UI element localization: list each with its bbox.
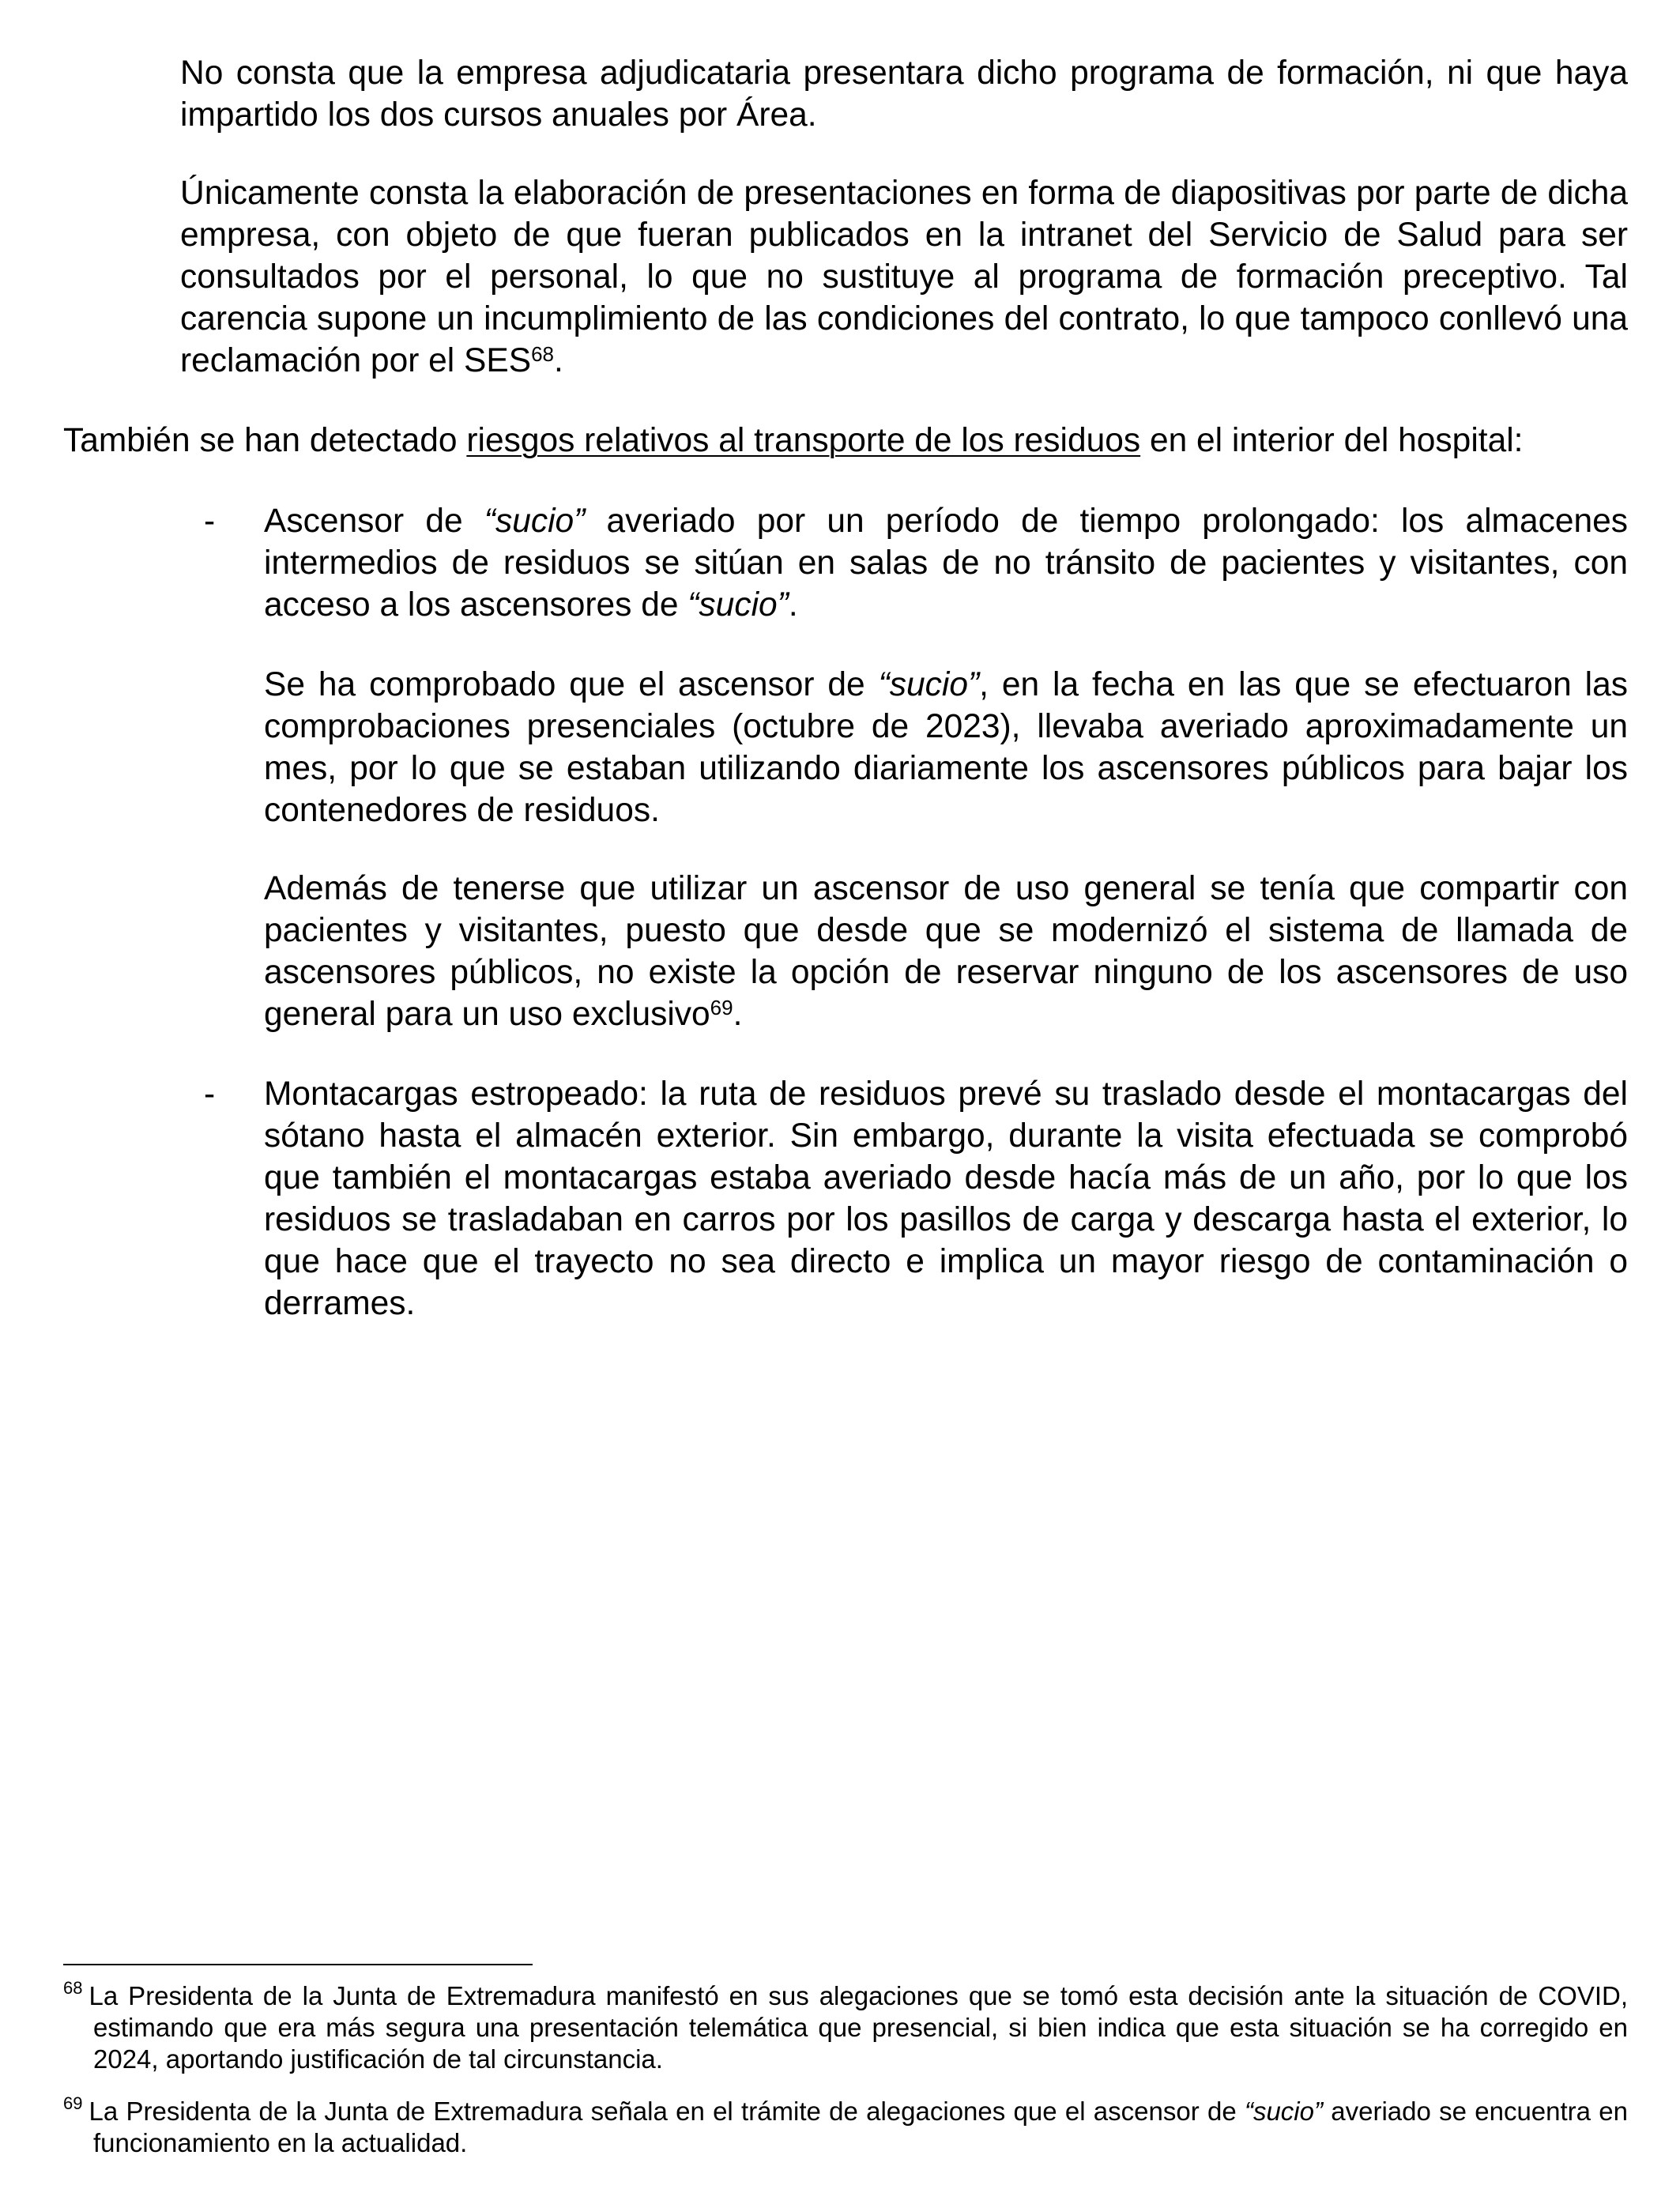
bullet-text-end: . — [788, 586, 798, 624]
footnote-68 — [63, 1980, 1628, 2075]
bullet-text: Se ha comprobado que el ascensor de — [264, 666, 879, 703]
footnote-69 — [63, 2093, 1628, 2159]
bullet-elevator-shared — [264, 868, 1628, 1035]
italic-term: “sucio” — [878, 666, 980, 703]
bullet-dash: - — [204, 503, 216, 540]
bullet-text: , en la fecha en las que se efectuaron las comprobaciones presenciales (octubre de 2023), llevaba averiado aproximadamente un mes, por lo que se estaban utilizando diariamente los ascensores públicos para bajar los contenedores de residuos. — [264, 666, 1628, 829]
footnote-body — [63, 1980, 1628, 2075]
underlined-phrase: riesgos relativos al transporte de los residuos — [466, 422, 1141, 459]
bullet-dash: - — [204, 1076, 216, 1113]
bullet-text: Montacargas estropeado: la ruta de residuos prevé su traslado desde el montacargas del sótano hasta el almacén exterior. Sin embargo, durante la visita efectuada se comprobó que también el montacargas estaba averiado desde hacía más de un año, por lo que los residuos se trasladaban en carros por los pasillos de carga y descarga hasta el exterior, lo que hace que el trayecto no sea directo e implica un mayor riesgo de contaminación o derrames. — [264, 1076, 1628, 1322]
italic-term: “sucio” — [1244, 2097, 1323, 2126]
bullet-elevator-broken — [264, 500, 1628, 626]
bullet-text: Además de tenerse que utilizar un ascensor de uso general se tenía que compartir con pacientes y visitantes, puesto que desde que se modernizó el sistema de llamada de ascensores públicos, no existe la opción de reservar ninguno de los ascensores de uso general para un uso exclusivo — [264, 870, 1628, 1033]
footnote-reference-68[interactable]: 68 — [531, 341, 555, 366]
paragraph-text: No consta que la empresa adjudicataria presentara dicho programa de formación, ni que haya impartido los dos cursos anuales por Área. — [180, 55, 1628, 134]
paragraph-text: También se han detectado — [63, 422, 467, 459]
paragraph-training-program — [180, 52, 1628, 136]
paragraph-text-end: en el interior del hospital: — [1140, 422, 1524, 459]
footnote-text: La Presidenta de la Junta de Extremadura manifestó en sus alegaciones que se tomó esta decisión ante la situación de COVID, estimando que era más segura una presentación telemática que presencial, si bien indica que esta situación se ha corregido en 2024, aportando justificación de tal circunstancia. — [89, 1981, 1628, 2074]
footnote-number: 69 — [63, 2093, 83, 2113]
bullet-text-end: . — [733, 996, 743, 1033]
footnote-reference-69[interactable]: 69 — [710, 995, 733, 1019]
italic-term: “sucio” — [484, 503, 586, 540]
paragraph-end: . — [554, 342, 563, 379]
paragraph-presentations — [180, 172, 1628, 382]
footnote-separator — [63, 1964, 533, 1965]
paragraph-transport-risks — [63, 420, 1636, 462]
bullet-freight-elevator — [264, 1073, 1628, 1324]
paragraph-text: Únicamente consta la elaboración de presentaciones en forma de diapositivas por parte de dicha empresa, con objeto de que fueran publicados en la intranet del Servicio de Salud para ser consultados por el personal, lo que no sustituye al programa de formación preceptivo. Tal carencia supone un incumplimiento de las condiciones del contrato, lo que tampoco conllevó una reclamación por el SES — [180, 175, 1628, 379]
italic-term: “sucio” — [687, 586, 789, 624]
bullet-elevator-checked — [264, 664, 1628, 831]
footnote-number: 68 — [63, 1978, 83, 1998]
footnote-text-end: averiado se encuentra en funcionamiento en la actualidad. — [93, 2097, 1628, 2157]
bullet-text: averiado por un período de tiempo prolongado: los almacenes intermedios de residuos se sitúan en salas de no tránsito de pacientes y visitantes, con acceso a los ascensores de — [264, 503, 1628, 624]
bullet-text: Ascensor de — [264, 503, 484, 540]
footnote-text: La Presidenta de la Junta de Extremadura señala en el trámite de alegaciones que el ascensor de — [89, 2097, 1245, 2126]
footnote-body — [63, 2093, 1628, 2159]
